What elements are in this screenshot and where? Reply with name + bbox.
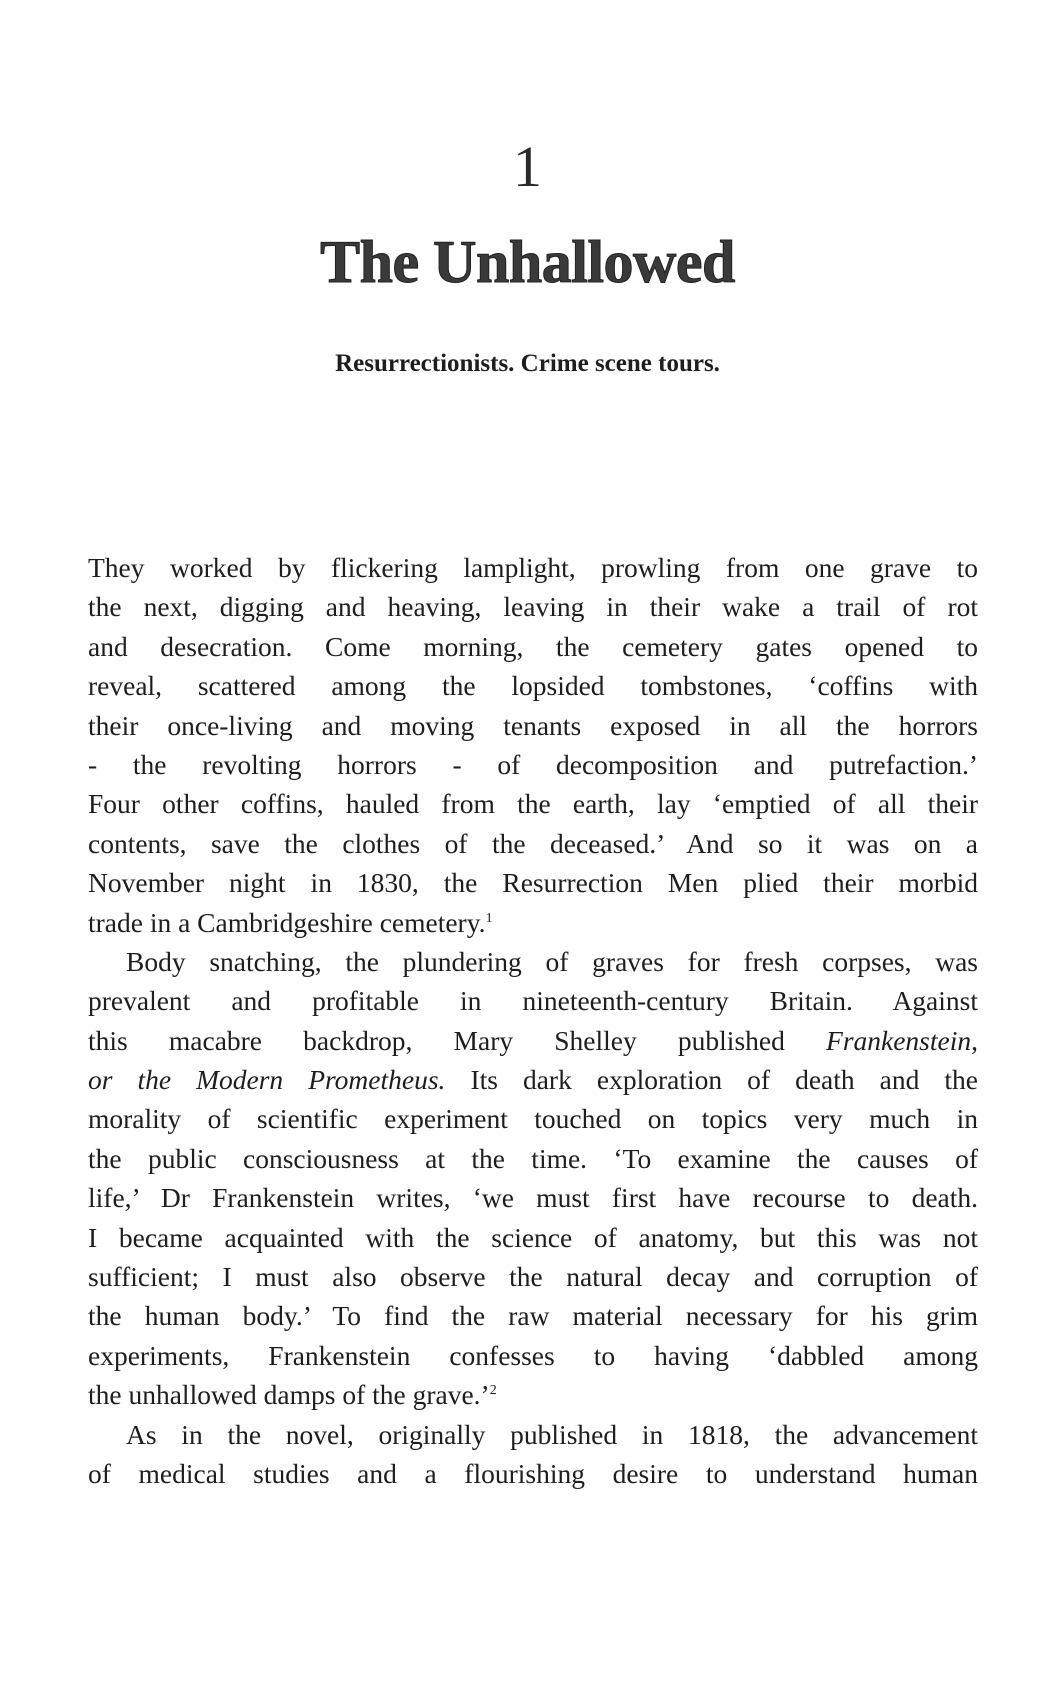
book-title-italic: Frankenstein,	[826, 1024, 978, 1056]
text-line: They worked by flickering lamplight, prowling from one grave to	[88, 552, 978, 583]
text-line: prevalent and profitable in nineteenth-century Britain. Against	[88, 985, 978, 1017]
text-line: reveal, scattered among the lopsided tombstones, ‘coffins with	[88, 670, 978, 702]
chapter-title: The Unhallowed	[320, 229, 735, 295]
text-line: I became acquainted with the science of anatomy, but this was not	[88, 1221, 978, 1253]
paragraph	[88, 1415, 978, 1494]
text-line	[88, 1060, 978, 1099]
text-line-content: trade in a Cambridgeshire cemetery.	[88, 906, 486, 938]
text-line: the public consciousness at the time. ‘To examine the causes of	[88, 1142, 978, 1174]
text-line: experiments, Frankenstein confesses to having ‘dabbled among	[88, 1339, 978, 1371]
text-line: life,’ Dr Frankenstein writes, ‘we must first have recourse to death.	[88, 1182, 978, 1214]
footnote-marker[interactable]: 1	[485, 910, 493, 926]
chapter-number: 1	[513, 134, 542, 199]
paragraph	[88, 548, 978, 942]
text-line-content: this macabre backdrop, Mary Shelley published	[88, 1024, 827, 1056]
text-line	[88, 903, 978, 942]
chapter-subtitle: Resurrectionists. Crime scene tours.	[335, 350, 720, 377]
text-line-content: the unhallowed damps of the grave.’	[88, 1379, 490, 1411]
book-subtitle-italic: or the Modern Prometheus.	[88, 1064, 446, 1096]
text-line: the next, digging and heaving, leaving in their wake a trail of rot	[88, 591, 978, 623]
paragraph	[88, 942, 978, 1415]
footnote-marker[interactable]: 2	[489, 1383, 497, 1399]
body-text	[88, 548, 978, 1493]
text-line: Four other coffins, hauled from the earth, lay ‘emptied of all their	[88, 788, 978, 820]
text-line	[88, 1021, 978, 1060]
text-line: November night in 1830, the Resurrection Men plied their morbid	[88, 867, 978, 899]
text-line: and desecration. Come morning, the cemetery gates opened to	[88, 630, 978, 662]
text-line: - the revolting horrors - of decomposition and putrefaction.’	[88, 748, 978, 780]
text-line: their once-living and moving tenants exposed in all the horrors	[88, 709, 978, 741]
text-line-content: Its dark exploration of death and the	[445, 1064, 978, 1096]
text-line: the human body.’ To find the raw material necessary for his grim	[88, 1300, 978, 1332]
text-line: contents, save the clothes of the deceased.’ And so it was on a	[88, 827, 978, 859]
text-line: Body snatching, the plundering of graves for fresh corpses, was	[126, 945, 978, 977]
text-line: sufficient; I must also observe the natural decay and corruption of	[88, 1261, 978, 1293]
text-line	[88, 1375, 978, 1414]
text-line: morality of scientific experiment touched on topics very much in	[88, 1103, 978, 1135]
text-line: of medical studies and a flourishing desire to understand human	[88, 1457, 978, 1489]
text-line: As in the novel, originally published in 1818, the advancement	[126, 1418, 978, 1450]
